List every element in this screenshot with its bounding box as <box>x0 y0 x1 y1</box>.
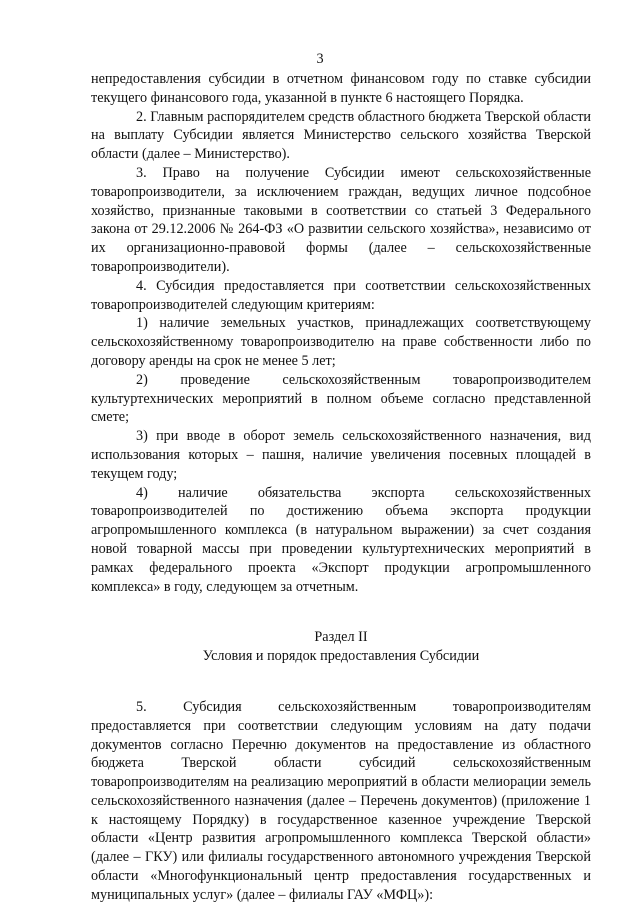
paragraph: 5. Субсидия сельскохозяйственным товаропроизводителям предоставляется при соответствии следующим условиям на дату подачи документов согласно Перечню документов на предоставление из областного бюджета Тверской области субсидий сельскохозяйственным товаропроизводителям на реализацию мероприятий в области мелиорации земель сельскохозяйственного назначения (далее – Перечень документов) (приложение 1 к настоящему Порядку) в государственное казенное учреждение Тверской области «Центр развития агропромышленного комплекса Тверской области» (далее – ГКУ) или филиалы государственного автономного учреждения Тверской области «Многофункциональный центр предоставления государственных и муниципальных услуг» (далее – филиалы ГАУ «МФЦ»): <box>91 698 591 903</box>
paragraph: 1) наличие земельных участков, принадлежащих соответствующему сельскохозяйственному товаропроизводителю на праве собственности либо по договору аренды на срок не менее 5 лет; <box>91 315 591 369</box>
paragraph: 3. Право на получение Субсидии имеют сельскохозяйственные товаропроизводители, за исключением граждан, ведущих личное подсобное хозяйство, признанные таковыми в соответствии со статьей 3 Федерального закона от 29.12.2006 № 264-ФЗ «О развитии сельского хозяйства», независимо от их организационно-правовой формы (далее – сельскохозяйственные товаропроизводители). <box>91 164 591 275</box>
paragraphs-top <box>91 70 591 596</box>
page-number: 3 <box>316 51 324 67</box>
paragraph: непредоставления субсидии в отчетном финансовом году по ставке субсидии текущего финансового года, указанной в пункте 6 настоящего Порядка. <box>91 71 591 106</box>
spacer <box>91 596 591 628</box>
paragraph: 4) наличие обязательства экспорта сельскохозяйственных товаропроизводителей по достижению объема экспорта продукции агропромышленного комплекса (в натуральном выражении) за счет создания новой товарной массы при проведении культуртехнических мероприятий в рамках федерального проекта «Экспорт продукции агропромышленного комплекса» в году, следующем за отчетным. <box>91 484 591 595</box>
paragraph: 2) проведение сельскохозяйственным товаропроизводителем культуртехнических мероприятий в полном объеме согласно представленной смете; <box>91 371 591 426</box>
section-label: Раздел II <box>314 629 368 646</box>
section-title: Условия и порядок предоставления Субсидии <box>202 648 480 665</box>
document-body <box>91 70 591 905</box>
paragraphs-bottom <box>91 698 591 905</box>
paragraph: 3) при вводе в оборот земель сельскохозяйственного назначения, вид использования которых – пашня, наличие увеличения посевных площадей в текущем году; <box>91 428 591 482</box>
paragraph: 2. Главным распорядителем средств областного бюджета Тверской области на выплату Субсидии является Министерство сельского хозяйства Тверской области (далее – Министерство). <box>91 108 591 163</box>
spacer <box>91 666 591 698</box>
paragraph: 4. Субсидия предоставляется при соответствии сельскохозяйственных товаропроизводителей следующим критериям: <box>91 277 591 313</box>
